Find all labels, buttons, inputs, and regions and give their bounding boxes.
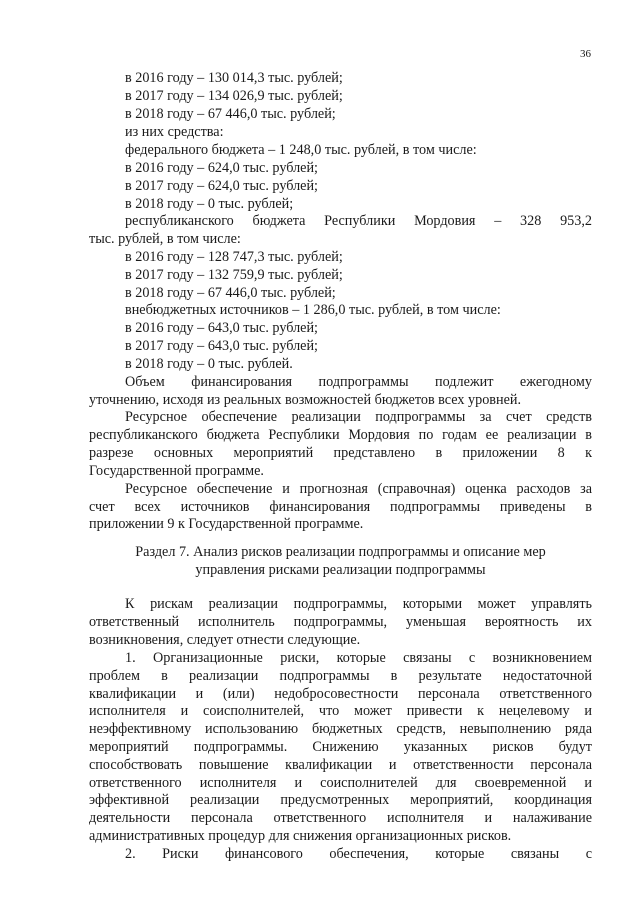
text-line: Ресурсное обеспечение и прогнозная (справочная) оценка расходов за [125,481,592,497]
text-line: мероприятий подпрограммы. Снижению указанных рисков будут [89,739,592,755]
text-line: 2. Риски финансового обеспечения, которые связаны с [125,846,592,862]
text-line: Ресурсное обеспечение реализации подпрограммы за счет средств [125,409,592,425]
text-line: ответственный исполнитель подпрограммы, уменьшая вероятность их [89,614,592,630]
text-line: эффективной реализации предусмотренных мероприятий, координация [89,792,592,808]
text-line: проблем в реализации подпрограммы в результате недостаточной [89,668,592,684]
text-line: К рискам реализации подпрограммы, которыми может управлять [125,596,592,612]
text-line: в 2018 году – 67 446,0 тыс. рублей; [125,106,336,122]
text-line: в 2016 году – 624,0 тыс. рублей; [125,160,318,176]
text-line: возникновения, следует отнести следующие. [89,632,361,648]
text-line: в 2018 году – 67 446,0 тыс. рублей; [125,285,336,301]
text-line: деятельности персонала ответственного исполнителя и налаживание [89,810,592,826]
section-heading: Раздел 7. Анализ рисков реализации подпрограммы и описание мер [135,544,546,560]
section-heading: управления рисками реализации подпрограммы [195,562,486,578]
text-line: административных процедур для снижения организационных рисков. [89,828,512,844]
text-line: федерального бюджета – 1 248,0 тыс. рублей, в том числе: [125,142,477,158]
page-number: 36 [580,48,591,60]
text-line: в 2016 году – 128 747,3 тыс. рублей; [125,249,343,265]
text-line: из них средства: [125,124,224,140]
text-line: способствовать повышение квалификации и ответственности персонала [89,757,592,773]
text-line: неэффективному использованию бюджетных средств, невыполнению ряда [89,721,592,737]
text-line: тыс. рублей, в том числе: [89,231,241,247]
text-line: в 2016 году – 643,0 тыс. рублей; [125,320,318,336]
text-line: Объем финансирования подпрограммы подлежит ежегодному [125,374,592,390]
text-line: в 2016 году – 130 014,3 тыс. рублей; [125,70,343,86]
text-line: приложении 9 к Государственной программе. [89,516,364,532]
text-line: в 2017 году – 132 759,9 тыс. рублей; [125,267,343,283]
text-line: ответственного исполнителя и соисполнителей для своевременной и [89,775,592,791]
text-line: республиканского бюджета Республики Мордовия – 328 953,2 [125,213,592,229]
text-line: квалификации и (или) недобросовестности персонала ответственного [89,686,592,702]
text-line: в 2017 году – 624,0 тыс. рублей; [125,178,318,194]
text-line: в 2017 году – 134 026,9 тыс. рублей; [125,88,343,104]
text-line: республиканского бюджета Республики Мордовия по годам ее реализации в [89,427,592,443]
text-line: в 2018 году – 0 тыс. рублей; [125,196,294,212]
text-line: в 2018 году – 0 тыс. рублей. [125,356,293,372]
text-line: Государственной программе. [89,463,264,479]
text-line: уточнению, исходя из реальных возможностей бюджетов всех уровней. [89,392,522,408]
text-line: в 2017 году – 643,0 тыс. рублей; [125,338,318,354]
text-line: разрезе основных мероприятий представлено в приложении 8 к [89,445,592,461]
text-line: 1. Организационные риски, которые связаны с возникновением [125,650,592,666]
text-line: внебюджетных источников – 1 286,0 тыс. рублей, в том числе: [125,302,501,318]
text-line: счет всех источников финансирования подпрограммы приведены в [89,499,592,515]
text-line: исполнителя и соисполнителей, что может привести к нецелевому и [89,703,592,719]
